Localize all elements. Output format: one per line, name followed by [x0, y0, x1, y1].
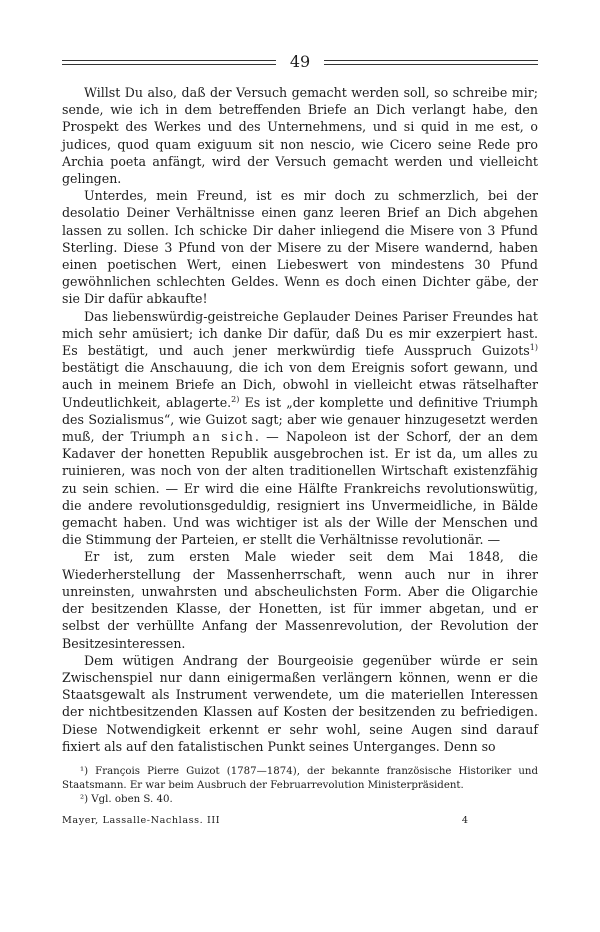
text-run: Dem wütigen Andrang der Bourgeoisie gegenüber würde er sein Zwischenspiel nur dann einigermaßen verlängern können, wenn er die Staatsgewalt als Instrument verwendete, um die materiellen Interessen der nichtbesitzenden Klassen auf Kosten der besitzenden zu befriedigen. Diese Notwendigkeit erkennt er sehr wohl, seine Augen sind darauf fixiert als auf den fatalistischen Punkt seines Unterganges. Denn so — [62, 652, 538, 754]
text-run: . — Napoleon ist der Schorf, der an dem Kadaver der honetten Republik ausgebrochen ist. Er ist da, um alles zu ruinieren, was noch von der alten traditionellen Wirtschaft existenzfähig zu sein schien. — Er wird die eine Hälfte Frankreichs revolutionswütig, die andere revolutionsgeduldig, resigniert ins Unvermeidliche, in Bälde gemacht haben. Und was wichtiger ist als der Wille der Menschen und die Stimmung der Parteien, er stellt die Verhältnisse revolutionär. — — [62, 429, 538, 548]
text-run: bestätigt die Anschauung, die ich von dem Ereignis sofort gewann, und auch in meinem Briefe an Dich, obwohl in vielleicht etwas rätselhafter Undeutlichkeit, ablagerte. — [62, 360, 538, 410]
header-rule-right — [324, 60, 538, 65]
text-run: Es ist „der komplette und definitive Triumph des Sozialismus“, wie Guizot sagt; aber wie genauer hinzugesetzt werden muß, der Triumph — [62, 394, 538, 445]
signature-number: 4 — [461, 814, 468, 826]
page-header — [62, 48, 538, 76]
footnote-2: ²) Vgl. oben S. 40. — [80, 793, 173, 805]
text-run: Unterdes, mein Freund, ist es mir doch zu schmerzlich, bei der desolatio Deiner Verhältnisse einen ganz leeren Brief an Dich abgehen lassen zu sollen. Ich schicke Dir daher inliegend die Misere von 3 Pfund Sterling. Diese 3 Pfund von der Misere zu der Misere wandernd, haben einen poetischen Wert, einen Liebeswert von mindestens 30 Pfund gewöhnlichen schlechten Geldes. Wenn es doch einen Dichter gäbe, der sie Dir dafür abkaufte! — [62, 188, 538, 307]
paragraph-1 — [62, 84, 538, 187]
paragraph-4 — [62, 548, 538, 651]
footnote-1: ¹) François Pierre Guizot (1787—1874), der bekannte französische Historiker und Staatsmann. Er war beim Ausbruch der Februarrevolution Ministerpräsident. — [62, 765, 538, 791]
page-number: 49 — [289, 52, 311, 71]
paragraph-3 — [62, 308, 538, 549]
footnote-ref: 2) — [231, 394, 240, 404]
text-run: Er ist, zum ersten Male wieder seit dem Mai 1848, die Wiederherstellung der Massenherrschaft, wenn auch nur in ihrer unreinsten, unwahrsten und abscheulichsten Form. Aber die Oligarchie der besitzenden Klasse, der Honetten, ist für immer abgetan, und er selbst der verhüllte Anfang der Massenrevolution, der Revolution der Besitzesinteressen. — [62, 549, 538, 651]
spaced-text: an sich — [192, 429, 255, 445]
signature-mark: Mayer, Lassalle-Nachlass. III — [62, 814, 221, 826]
text-run: Willst Du also, daß der Versuch gemacht werden soll, so schreibe mir; sende, wie ich in dem betreffenden Briefe an Dich verlangt habe, den Prospekt des Werkes und des Unternehmens, und si quid in me est, o judices, quod quam exiguum sit non nescio, wie Cicero seine Rede pro Archia poeta anfängt, wird der Versuch gemacht werden und vielleicht gelingen. — [62, 85, 538, 187]
header-rule-left — [62, 60, 276, 65]
body-text — [62, 84, 538, 755]
footnote-ref: 1) — [529, 342, 538, 352]
footnotes — [62, 765, 538, 807]
book-page — [62, 48, 538, 827]
paragraph-2 — [62, 187, 538, 307]
text-run: Das liebenswürdig-geistreiche Geplauder Deines Pariser Freundes hat mich sehr amüsiert; ich danke Dir dafür, daß Du es mir exzerpiert hast. Es bestätigt, und auch jener merkwürdig tiefe Ausspruch Guizots — [62, 308, 538, 359]
signature-line — [62, 815, 538, 827]
paragraph-5 — [62, 652, 538, 755]
